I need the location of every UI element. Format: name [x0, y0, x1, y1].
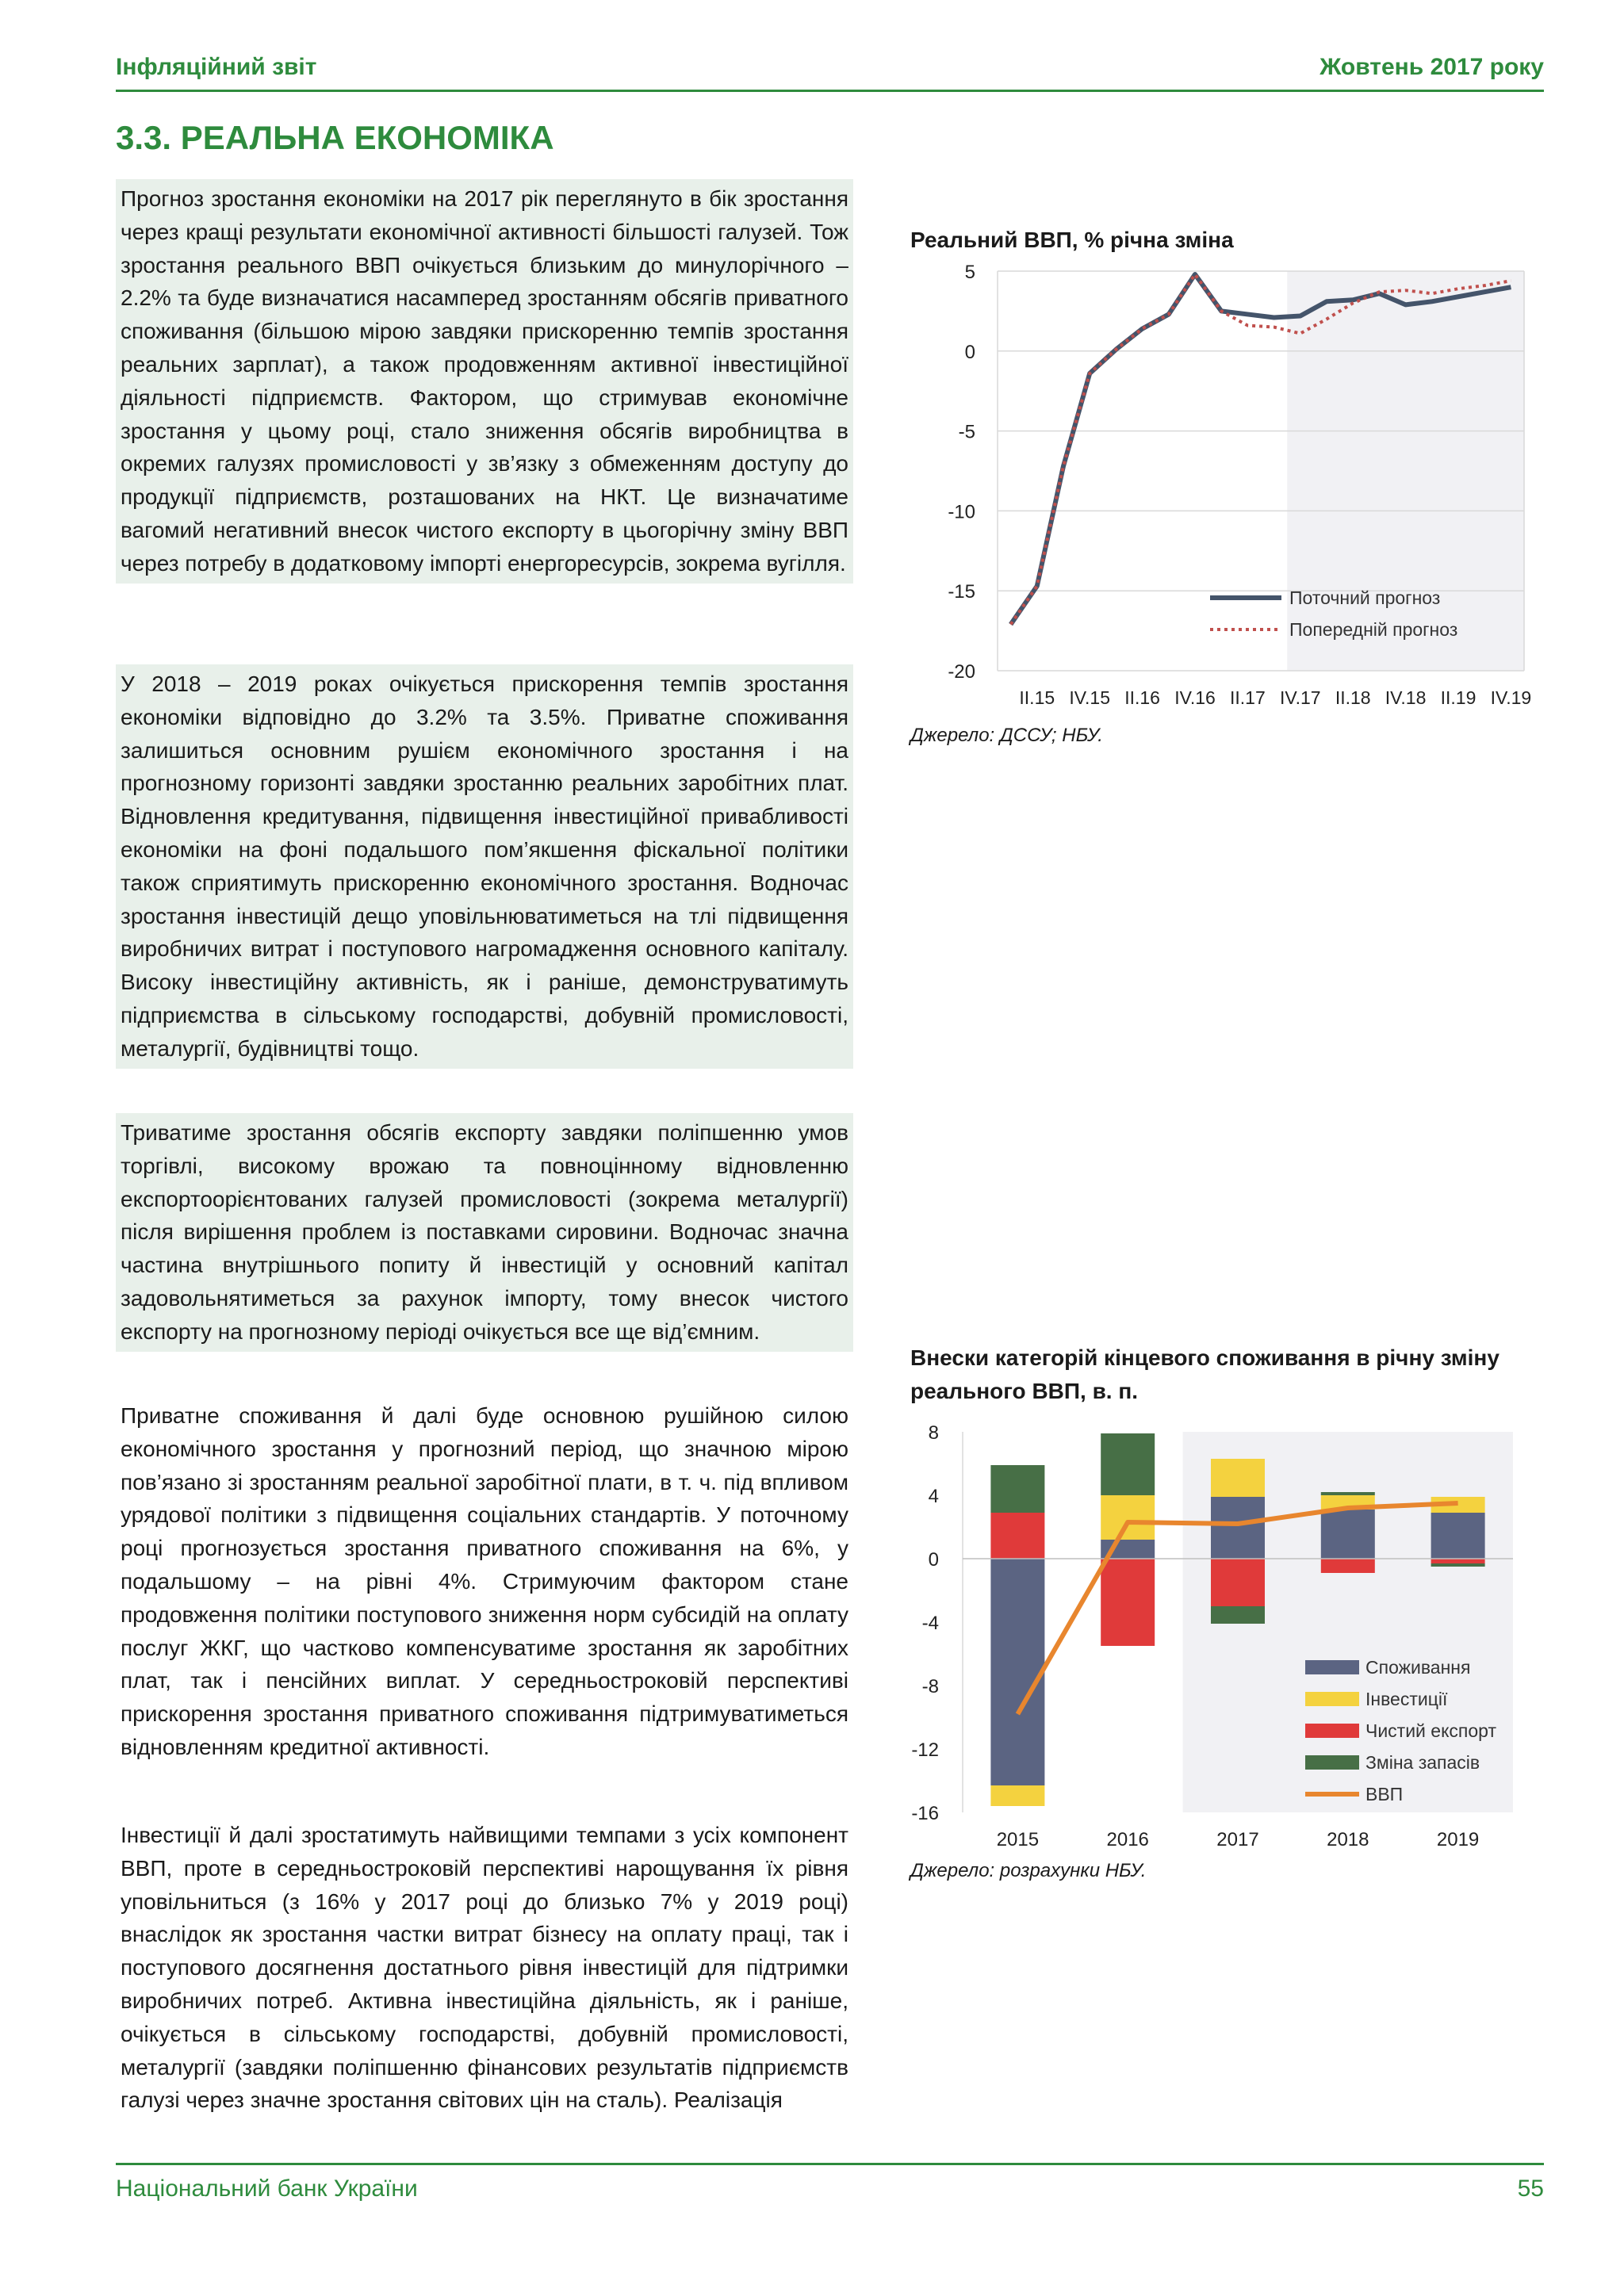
header-date: Жовтень 2017 року [1320, 54, 1544, 80]
paragraph-5: Інвестиції й далі зростатимуть найвищими темпами з усіх компонент ВВП, проте в середньостроковій перспективі нарощування їх рівня уповільниться (з 16% у 2017 році до близько 7% у 2019 році) внаслідок як зростання частки витрат бізнесу на оплату праці, так і поступового досягнення достатнього рівня інвестицій для підтримки виробничих потреб. Активна інвестиційна діяльність, як і раніше, очікується в сільському господарстві, добувній промисловості, металургії (завдяки поліпшенню фінансових результатів підприємств галузі через значне зростання світових цін на сталь). Реалізація [121, 1823, 848, 2113]
x-tick-label: II.19 [1440, 687, 1477, 708]
legend-label: ВВП [1365, 1784, 1404, 1804]
contrib-chart-source: Джерело: розрахунки НБУ. [910, 1860, 1147, 1881]
x-tick-label: 2018 [1327, 1829, 1369, 1850]
y-tick-label: -8 [921, 1676, 939, 1697]
legend-label: Попередній прогноз [1289, 619, 1458, 640]
y-tick-label: -20 [948, 661, 975, 683]
bar-segment [1101, 1433, 1155, 1495]
bar-segment [990, 1785, 1044, 1806]
bar-segment [1431, 1559, 1485, 1563]
y-tick-label: 5 [964, 262, 975, 283]
section-title: 3.3. РЕАЛЬНА ЕКОНОМІКА [116, 119, 554, 156]
paragraph-2: У 2018 – 2019 роках очікується прискорення темпів зростання економіки відповідно до 3.2% та 3.5%. Приватне споживання залишиться основним рушієм економічного зростання і на прогнозному горизонті завдяки зростанню реальних заробітних плат. Відновлення кредитування, підвищення інвестиційної привабливості економіки на фоні подальшого пом’якшення фіскальної політики також сприятимуть прискоренню економічного зростання. Водночас зростання інвестицій дещо уповільнюватиметься на тлі підвищення виробничих витрат і поступового нагромадження основного капіталу. Високу інвестиційну активність, як і раніше, демонструватимуть підприємства в сільському господарстві, добувній промисловості, металургії, будівництві тощо. [116, 664, 853, 1069]
bar-segment [1211, 1459, 1265, 1497]
y-tick-label: -4 [921, 1613, 939, 1634]
footer-bank: Національний банк України [116, 2175, 418, 2202]
bar-segment [1211, 1559, 1265, 1606]
x-tick-label: II.15 [1019, 687, 1055, 708]
x-tick-label: II.17 [1230, 687, 1266, 708]
x-tick-label: 2019 [1436, 1829, 1480, 1850]
x-tick-label: 2016 [1106, 1829, 1149, 1850]
legend-label: Інвестиції [1365, 1689, 1448, 1709]
y-tick-label: 0 [964, 341, 975, 363]
paragraph-3: Триватиме зростання обсягів експорту завдяки поліпшенню умов торгівлі, високому врожаю та повноцінному відновленню експортоорієнтованих галузей промисловості (зокрема металургії) після вирішення проблем із поставками сировини. Водночас значна частина внутрішнього попиту й інвестицій у основний капітал задовольнятиметься за рахунок імпорту, тому внесок чистого експорту на прогнозному періоді очікується все ще від’ємним. [116, 1113, 853, 1352]
y-tick-label: -10 [948, 501, 975, 523]
gdp-chart [910, 262, 1545, 721]
x-tick-label: IV.17 [1280, 687, 1321, 708]
x-tick-label: IV.19 [1490, 687, 1532, 708]
bar-segment [1431, 1513, 1485, 1559]
header-rule [116, 90, 1544, 92]
x-tick-label: IV.15 [1069, 687, 1110, 708]
gdp-chart-title: Реальний ВВП, % річна зміна [910, 228, 1234, 252]
bar-segment [990, 1465, 1044, 1513]
contrib-chart-title-line1: Внески категорій кінцевого споживання в річну зміну [910, 1345, 1500, 1370]
x-tick-label: 2017 [1216, 1829, 1259, 1850]
x-tick-label: IV.18 [1385, 687, 1427, 708]
forecast-shading [1287, 271, 1524, 671]
contrib-chart [910, 1411, 1545, 1855]
x-tick-label: IV.16 [1174, 687, 1216, 708]
page-number: 55 [1517, 2175, 1544, 2202]
paragraph-1: Прогноз зростання економіки на 2017 рік переглянуто в бік зростання через кращі результати економічної активності більшості галузей. Тож зростання реального ВВП очікується близьким до минулорічного – 2.2% та буде визначатися насамперед зростанням обсягів приватного споживання (більшою мірою завдяки прискоренню темпів зростання реальних зарплат), а також продовженням активної інвестиційної діяльності підприємств. Фактором, що стримував економічне зростання у цьому році, стало зниження обсягів виробництва в окремих галузях промисловості у зв’язку з обмеженням доступу до продукції підприємств, розташованих на НКТ. Це визначатиме вагомий негативний внесок чистого експорту в цьогорічну зміну ВВП через потребу в додатковому імпорті енергоресурсів, зокрема вугілля. [116, 179, 853, 584]
x-tick-label: II.18 [1335, 687, 1371, 708]
legend-swatch [1305, 1724, 1359, 1738]
y-tick-label: 0 [928, 1549, 939, 1571]
bar-segment [990, 1513, 1044, 1559]
gdp-chart-source: Джерело: ДССУ; НБУ. [910, 725, 1103, 746]
y-tick-label: 4 [928, 1486, 939, 1507]
legend-label: Чистий експорт [1365, 1720, 1496, 1741]
header-title: Інфляційний звіт [116, 54, 317, 80]
bar-segment [990, 1559, 1044, 1785]
y-tick-label: -12 [911, 1739, 939, 1761]
bar-segment [1321, 1559, 1375, 1573]
footer-rule [116, 2163, 1544, 2165]
bar-segment [1211, 1497, 1265, 1559]
legend-label: Поточний прогноз [1289, 587, 1441, 608]
y-tick-label: -15 [948, 581, 975, 603]
contrib-chart-title [910, 1341, 1500, 1408]
y-tick-label: -16 [911, 1803, 939, 1824]
bar-segment [1101, 1559, 1155, 1646]
legend-label: Зміна запасів [1365, 1752, 1480, 1773]
legend-swatch [1305, 1660, 1359, 1674]
bar-segment [1101, 1495, 1155, 1540]
contrib-chart-title-line2: реального ВВП, в. п. [910, 1379, 1139, 1403]
bar-segment [1211, 1606, 1265, 1624]
x-tick-label: 2015 [996, 1829, 1040, 1850]
legend-label: Споживання [1365, 1657, 1471, 1678]
bar-segment [1321, 1492, 1375, 1495]
legend-swatch [1305, 1755, 1359, 1770]
legend-swatch [1305, 1692, 1359, 1706]
y-tick-label: -5 [958, 421, 975, 443]
bar-segment [1321, 1510, 1375, 1559]
bar-segment [1431, 1563, 1485, 1567]
x-tick-label: II.16 [1124, 687, 1160, 708]
paragraph-4: Приватне споживання й далі буде основною рушійною силою економічного зростання у прогнозний період, що значною мірою пов’язано зі зростанням реальної заробітної плати, в т. ч. під впливом урядової політики з підвищення соціальних стандартів. У поточному році прогнозується зростання приватного споживання на 6%, у подальшому – на рівні 4%. Стримуючим фактором стане продовження політики поступового зниження норм субсидій на оплату послуг ЖКГ, що частково компенсуватиме зростання як заробітних плат, так і пенсійних виплат. У середньостроковій перспективі прискорення зростання приватного споживання підтримуватиметься відновленням кредитної активності. [121, 1403, 848, 1759]
y-tick-label: 8 [928, 1422, 939, 1444]
